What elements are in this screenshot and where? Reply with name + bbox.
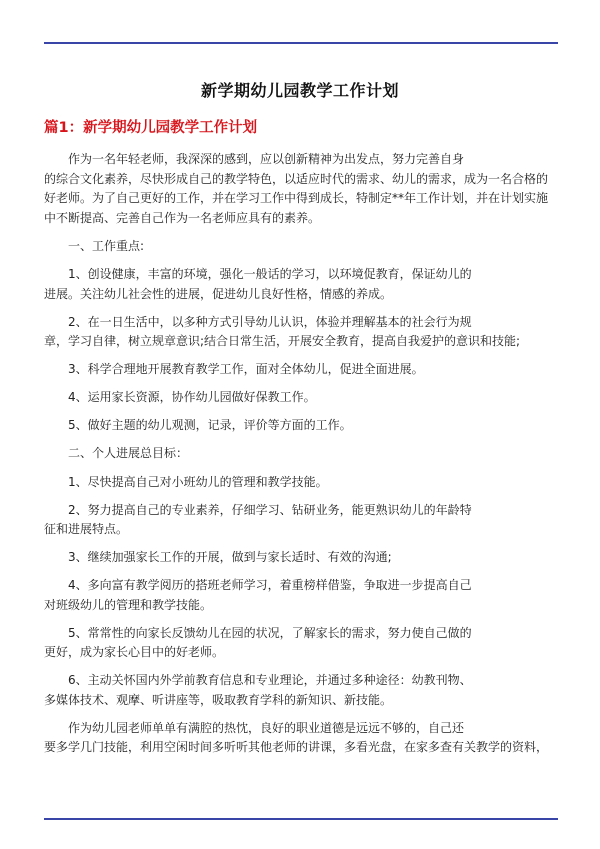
list-item: 2、努力提高自己的专业素养，仔细学习、钻研业务，能更熟识幼儿的年龄特 征和进展特点。 <box>44 502 472 536</box>
top-divider <box>44 42 558 44</box>
closing-paragraph: 作为幼儿园老师单单有满腔的热忱，良好的职业道德是远远不够的，自己还 要多学几门技能，利用空闲时间多听听其他老师的讲课，多看光盘，在家多查有关教学的资料， <box>44 720 549 754</box>
bottom-divider <box>44 818 558 820</box>
list-item: 6、主动关怀国内外学前教育信息和专业理论，并通过多种途径：幼教刊物、 多媒体技术、观摩、听讲座等，吸取教育学科的新知识、新技能。 <box>44 673 472 707</box>
list-item: 3、继续加强家长工作的开展，做到与家长适时、有效的沟通; <box>68 550 392 564</box>
section-heading-personal-goals: 二、个人进展总目标： <box>68 446 189 460</box>
page-title: 新学期幼儿园教学工作计划 <box>200 81 399 100</box>
list-item: 5、做好主题的幼儿观测，记录，评价等方面的工作。 <box>68 418 352 432</box>
document-body <box>44 150 558 766</box>
list-item: 2、在一日生活中，以多种方式引导幼儿认识，体验并理解基本的社会行为规 章，学习自律，树立规章意识;结合日常生活，开展安全教育，提高自我爱护的意识和技能; <box>44 314 521 348</box>
list-item: 1、尽快提高自己对小班幼儿的管理和教学技能。 <box>68 474 328 489</box>
list-item: 1、创设健康，丰富的环境，强化一般话的学习，以环境促教育，保证幼儿的 进展。关注幼儿社会性的进展，促进幼儿良好性格，情感的养成。 <box>44 267 472 301</box>
list-item: 4、多向富有教学阅历的搭班老师学习，着重榜样借鉴，争取进一步提高自己 对班级幼儿的管理和教学技能。 <box>44 578 472 612</box>
list-item: 4、运用家长资源，协作幼儿园做好保教工作。 <box>68 390 316 404</box>
section-heading-work-focus: 一、工作重点: <box>68 238 145 253</box>
section-heading: 篇1：新学期幼儿园教学工作计划 <box>44 120 258 136</box>
list-item: 5、常常性的向家长反馈幼儿在园的状况，了解家长的需求，努力使自己做的 更好，成为家长心目中的好老师。 <box>44 625 472 659</box>
list-item: 3、科学合理地开展教育教学工作，面对全体幼儿，促进全面进展。 <box>68 362 424 376</box>
intro-paragraph: 作为一名年轻老师，我深深的感到，应以创新精神为出发点，努力完善自身 的综合文化素养，尽快形成自己的教学特色，以适应时代的需求、幼儿的需求，成为一名合格的 好老师。为了自己更好的工作，并在学习工作中得到成长，特制定**年工作计划，并在计划实施 中不断提高、完善自己作为一名老师应具有的素养。 <box>44 152 549 225</box>
